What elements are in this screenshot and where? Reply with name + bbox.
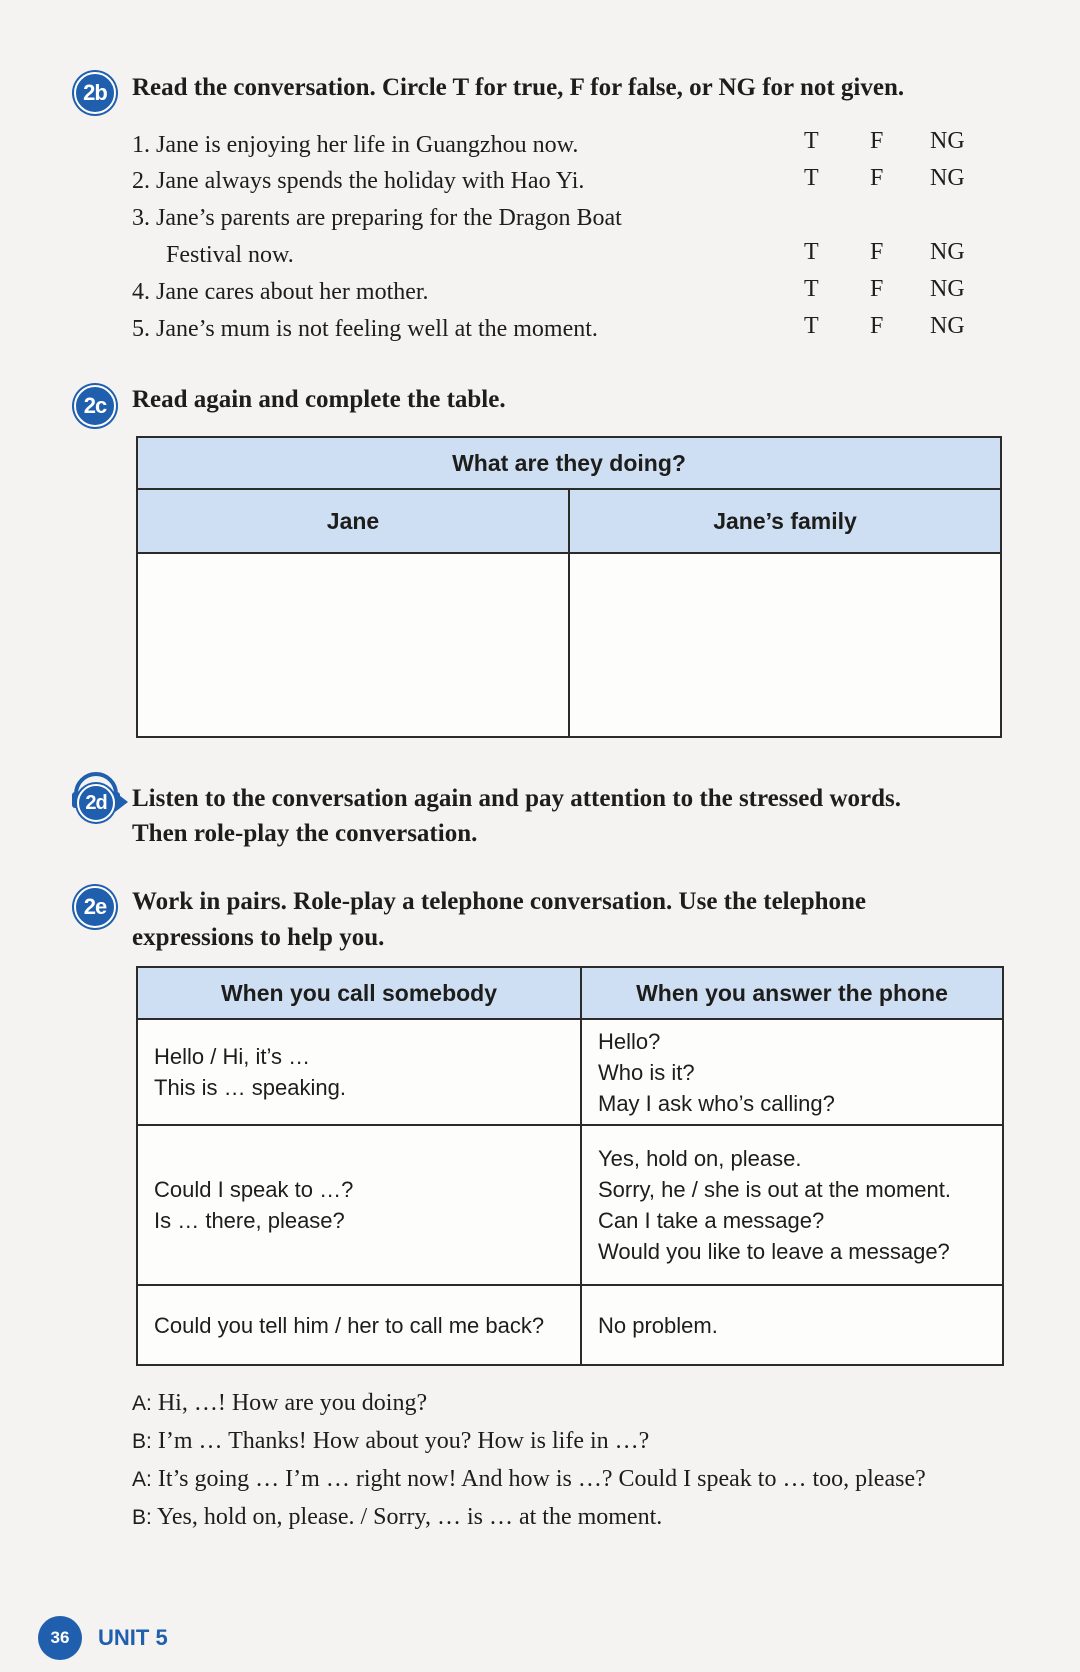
item-number: 4. <box>132 279 150 305</box>
expression: Is … there, please? <box>154 1208 345 1233</box>
exercise-2c-instruction: Read again and complete the table. <box>132 386 506 413</box>
column-header-call: When you call somebody <box>137 967 581 1019</box>
table-cell <box>137 1019 581 1125</box>
list-item <box>132 166 584 196</box>
play-triangle-icon <box>115 792 128 812</box>
option-t[interactable]: T <box>804 128 819 154</box>
expression: Who is it? <box>598 1059 695 1085</box>
item-text: Jane’s parents are preparing for the Dragon Boat <box>156 205 622 231</box>
item-number: 1. <box>132 132 150 158</box>
line-text: Hi, …! How are you doing? <box>151 1390 428 1416</box>
expression: Can I take a message? <box>598 1208 825 1233</box>
expression: Could I speak to …? <box>154 1177 354 1202</box>
item-number: 3. <box>132 205 150 231</box>
answer-cell-janes-family[interactable] <box>569 553 1001 737</box>
speaker-label: B: <box>132 1430 152 1453</box>
page-number-badge: 36 <box>38 1616 82 1660</box>
exercise-2e-instruction-line1: Work in pairs. Role-play a telephone conversation. Use the telephone <box>132 888 867 915</box>
option-f[interactable]: F <box>870 239 884 265</box>
conversation-line <box>132 1502 662 1533</box>
item-text: Jane’s mum is not feeling well at the moment. <box>156 316 598 342</box>
line-text: I’m … Thanks! How about you? How is life in …? <box>151 1428 650 1454</box>
expression: This is … speaking. <box>154 1075 346 1100</box>
conversation-line <box>132 1388 427 1419</box>
expression: Would you like to leave a message? <box>598 1239 950 1264</box>
conversation-line <box>132 1464 926 1495</box>
list-item <box>132 277 429 307</box>
exercise-2d-instruction-line1: Listen to the conversation again and pay attention to the stressed words. <box>132 785 901 812</box>
item-text: Jane cares about her mother. <box>156 279 429 305</box>
telephone-expressions-table <box>136 966 1004 1366</box>
table-cell <box>137 1125 581 1285</box>
answer-cell-jane[interactable] <box>137 553 569 737</box>
column-header-answer: When you answer the phone <box>581 967 1003 1019</box>
exercise-2c-badge: 2c <box>74 385 116 427</box>
table-title: What are they doing? <box>137 437 1001 489</box>
expression: Hello? <box>598 1028 661 1054</box>
option-t[interactable]: T <box>804 313 819 339</box>
item-number: 2. <box>132 168 150 194</box>
speaker-label: B: <box>132 1506 152 1529</box>
item-text: Jane always spends the holiday with Hao Yi. <box>156 168 585 194</box>
item-text: Jane is enjoying her life in Guangzhou now. <box>156 132 579 158</box>
option-ng[interactable]: NG <box>930 239 965 265</box>
exercise-2e-badge: 2e <box>74 886 116 928</box>
table-cell <box>137 1285 581 1365</box>
option-t[interactable]: T <box>804 239 819 265</box>
exercise-2d-badge: 2d <box>77 784 115 822</box>
option-ng[interactable]: NG <box>930 165 965 191</box>
conversation-line <box>132 1426 649 1457</box>
line-text: It’s going … I’m … right now! And how is …? Could I speak to … too, please? <box>151 1466 926 1492</box>
table-cell <box>581 1125 1003 1285</box>
unit-label: UNIT 5 <box>98 1625 168 1650</box>
expression: Sorry, he / she is out at the moment. <box>598 1177 951 1202</box>
table-row <box>137 1019 1003 1125</box>
option-t[interactable]: T <box>804 276 819 302</box>
item-text-continued: Festival now. <box>166 242 294 268</box>
column-header-janes-family: Jane’s family <box>569 489 1001 553</box>
option-f[interactable]: F <box>870 276 884 302</box>
option-ng[interactable]: NG <box>930 276 965 302</box>
speaker-label: A: <box>132 1392 152 1415</box>
table-cell <box>581 1285 1003 1365</box>
expression: Could you tell him / her to call me back? <box>154 1312 545 1338</box>
option-ng[interactable]: NG <box>930 313 965 339</box>
activity-table <box>136 436 1002 738</box>
table-row <box>137 1285 1003 1365</box>
option-f[interactable]: F <box>870 313 884 339</box>
expression: May I ask who’s calling? <box>598 1090 835 1116</box>
column-header-jane: Jane <box>137 489 569 553</box>
line-text: Yes, hold on, please. / Sorry, … is … at the moment. <box>151 1504 663 1530</box>
exercise-2e-instruction-line2: expressions to help you. <box>132 924 385 951</box>
option-ng[interactable]: NG <box>930 128 965 154</box>
list-item <box>132 130 578 160</box>
table-row <box>137 1125 1003 1285</box>
exercise-2b-badge: 2b <box>74 72 116 114</box>
expression: No problem. <box>598 1312 718 1338</box>
expression: Hello / Hi, it’s … <box>154 1044 311 1069</box>
list-item <box>132 203 622 233</box>
expression: Yes, hold on, please. <box>598 1146 802 1171</box>
option-t[interactable]: T <box>804 165 819 191</box>
exercise-2d-instruction-line2: Then role-play the conversation. <box>132 820 478 847</box>
speaker-label: A: <box>132 1468 152 1491</box>
table-cell <box>581 1019 1003 1125</box>
option-f[interactable]: F <box>870 165 884 191</box>
exercise-2b-instruction: Read the conversation. Circle T for true, F for false, or NG for not given. <box>132 74 905 101</box>
list-item <box>132 314 598 344</box>
item-number: 5. <box>132 316 150 342</box>
option-f[interactable]: F <box>870 128 884 154</box>
